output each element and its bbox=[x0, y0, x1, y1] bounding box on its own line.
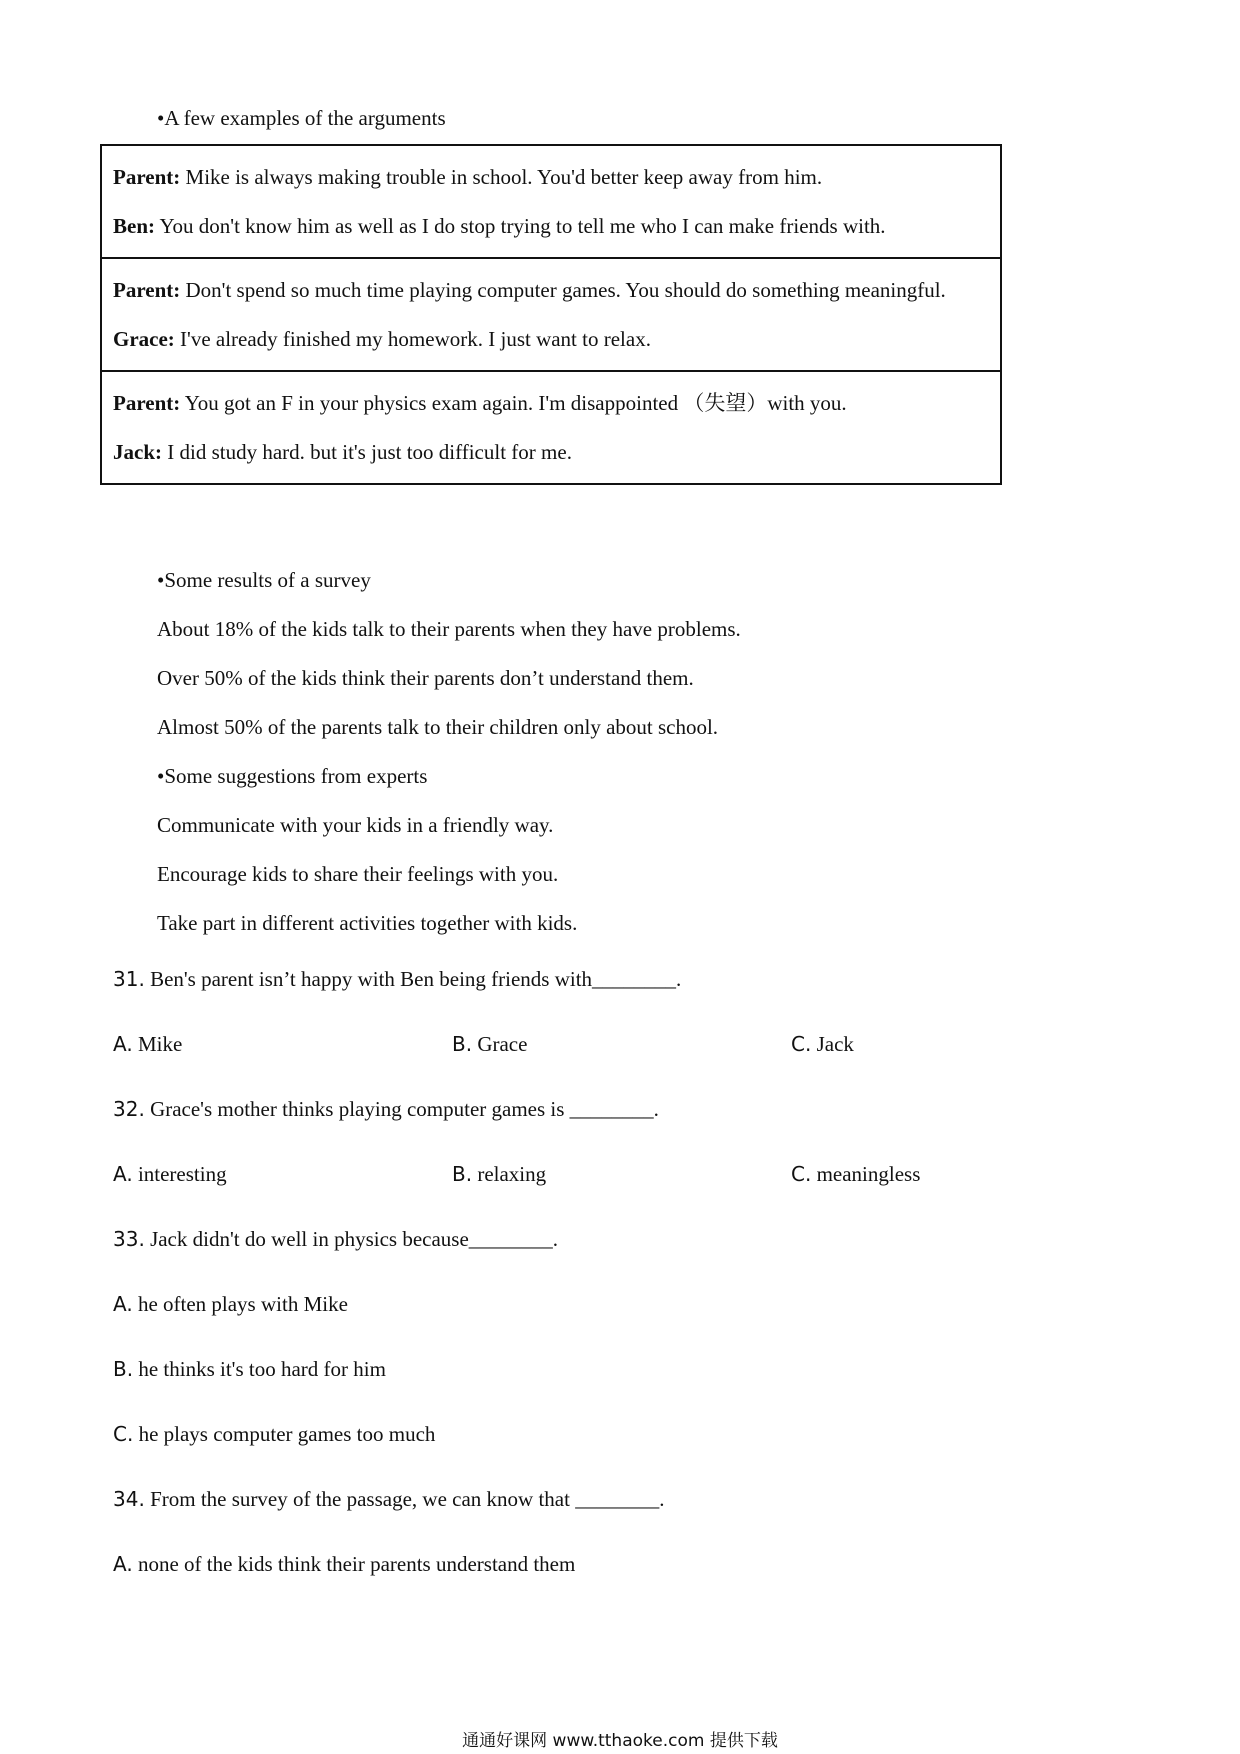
footer-watermark: 通通好课网 www.tthaoke.com 提供下载 bbox=[462, 1731, 778, 1751]
option-text: he thinks it's too hard for him bbox=[133, 1357, 386, 1381]
question-stem: Ben's parent isn’t happy with Ben being friends with________. bbox=[144, 967, 682, 991]
speaker-label: Ben: bbox=[113, 213, 155, 238]
dialogue-cell bbox=[101, 145, 1001, 258]
dialogue-text: You got an F in your physics exam again. I'm disappointed （失望）with you. bbox=[180, 390, 847, 415]
option-text: none of the kids think their parents understand them bbox=[132, 1552, 576, 1576]
dialogue-text: I did study hard. but it's just too difficult for me. bbox=[162, 439, 572, 464]
dialogue-line bbox=[113, 202, 989, 251]
arguments-table bbox=[100, 144, 1002, 485]
dialogue-line bbox=[113, 266, 989, 315]
speaker-label: Parent: bbox=[113, 164, 181, 189]
question-stem: Jack didn't do well in physics because________. bbox=[144, 1227, 559, 1251]
speaker-label: Grace: bbox=[113, 326, 175, 351]
option-c[interactable] bbox=[113, 1422, 435, 1447]
option-text: Mike bbox=[132, 1032, 183, 1056]
dialogue-text: Mike is always making trouble in school. You'd better keep away from him. bbox=[180, 164, 823, 189]
question-34 bbox=[113, 1487, 664, 1512]
option-text: meaningless bbox=[811, 1162, 921, 1186]
question-32 bbox=[113, 1097, 659, 1122]
suggestions-heading: •Some suggestions from experts bbox=[157, 764, 428, 788]
dialogue-row bbox=[101, 258, 1001, 371]
option-text: Jack bbox=[811, 1032, 854, 1056]
dialogue-cell bbox=[101, 371, 1001, 484]
dialogue-cell bbox=[101, 258, 1001, 371]
question-stem: From the survey of the passage, we can know that ________. bbox=[144, 1487, 665, 1511]
dialogue-line bbox=[113, 315, 989, 364]
suggestion-item: Encourage kids to share their feelings with you. bbox=[157, 862, 559, 886]
dialogue-text: Don't spend so much time playing computer games. You should do something meaningful. bbox=[180, 277, 946, 302]
dialogue-text: You don't know him as well as I do stop trying to tell me who I can make friends with. bbox=[155, 213, 886, 238]
question-number: 34. bbox=[113, 1487, 145, 1511]
option-text: he often plays with Mike bbox=[132, 1292, 348, 1316]
option-letter: B. bbox=[452, 1032, 473, 1056]
question-33 bbox=[113, 1227, 558, 1252]
speaker-label: Jack: bbox=[113, 439, 162, 464]
dialogue-line bbox=[113, 379, 989, 428]
suggestion-item: Communicate with your kids in a friendly way. bbox=[157, 813, 554, 837]
question-31 bbox=[113, 967, 681, 992]
option-b[interactable] bbox=[113, 1357, 386, 1382]
option-text: relaxing bbox=[472, 1162, 547, 1186]
dialogue-row bbox=[101, 145, 1001, 258]
survey-item: About 18% of the kids talk to their parents when they have problems. bbox=[157, 617, 741, 641]
option-a[interactable] bbox=[113, 1552, 575, 1577]
option-letter: C. bbox=[791, 1162, 812, 1186]
question-number: 31. bbox=[113, 967, 145, 991]
question-number: 32. bbox=[113, 1097, 145, 1121]
question-number: 33. bbox=[113, 1227, 145, 1251]
option-letter: A. bbox=[113, 1552, 133, 1576]
dialogue-row bbox=[101, 371, 1001, 484]
option-b[interactable] bbox=[452, 1032, 527, 1057]
dialogue-line bbox=[113, 428, 989, 477]
option-a[interactable] bbox=[113, 1032, 182, 1057]
option-text: Grace bbox=[472, 1032, 528, 1056]
option-letter: B. bbox=[113, 1357, 134, 1381]
option-text: he plays computer games too much bbox=[133, 1422, 436, 1446]
dialogue-text: I've already finished my homework. I just want to relax. bbox=[174, 326, 651, 351]
option-letter: A. bbox=[113, 1292, 133, 1316]
option-letter: A. bbox=[113, 1032, 133, 1056]
arguments-heading: •A few examples of the arguments bbox=[157, 106, 446, 130]
option-letter: C. bbox=[791, 1032, 812, 1056]
survey-item: Over 50% of the kids think their parents don’t understand them. bbox=[157, 666, 694, 690]
option-a[interactable] bbox=[113, 1292, 348, 1317]
option-a[interactable] bbox=[113, 1162, 227, 1187]
option-b[interactable] bbox=[452, 1162, 546, 1187]
question-stem: Grace's mother thinks playing computer games is ________. bbox=[144, 1097, 659, 1121]
option-text: interesting bbox=[132, 1162, 227, 1186]
suggestion-item: Take part in different activities together with kids. bbox=[157, 911, 578, 935]
option-letter: C. bbox=[113, 1422, 134, 1446]
option-letter: A. bbox=[113, 1162, 133, 1186]
survey-item: Almost 50% of the parents talk to their children only about school. bbox=[157, 715, 719, 739]
option-letter: B. bbox=[452, 1162, 473, 1186]
survey-heading: •Some results of a survey bbox=[157, 568, 371, 592]
speaker-label: Parent: bbox=[113, 277, 181, 302]
speaker-label: Parent: bbox=[113, 390, 181, 415]
option-c[interactable] bbox=[791, 1032, 854, 1057]
option-c[interactable] bbox=[791, 1162, 920, 1187]
dialogue-line bbox=[113, 153, 989, 202]
